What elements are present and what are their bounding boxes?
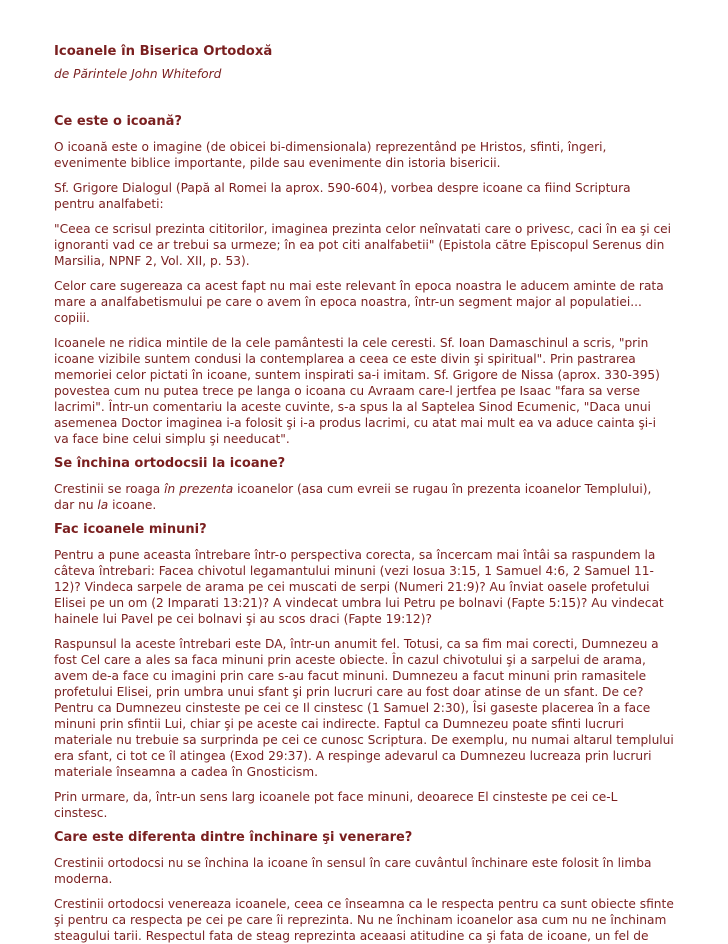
paragraph: Sf. Grigore Dialogul (Papă al Romei la aprox. 590-604), vorbea despre icoane ca fiind Scriptura pentru analfabeti: bbox=[54, 181, 631, 211]
emphasis-text: la bbox=[97, 498, 109, 512]
paragraph: Crestinii ortodocsi nu se închina la icoane în sensul în care cuvântul închinare este folosit în limba moderna. bbox=[54, 856, 652, 886]
paragraph: Celor care sugereaza ca acest fapt nu mai este relevant în epoca noastra le aducem aminte de rata mare a analfabetismului pe care o avem în epoca noastra, într-un segment major al populatiei... copiii. bbox=[54, 279, 664, 325]
emphasis-text: în prezenta bbox=[164, 482, 234, 496]
text-run: icoane. bbox=[108, 498, 157, 512]
paragraph: Icoanele ne ridica mintile de la cele pamântesti la cele ceresti. Sf. Ioan Damaschinul a scris, "prin icoane vizibile suntem condusi la contemplarea a ceea ce este divin şi spiritual". Prin pastrarea memoriei celor pictati în icoane, suntem inspirati sa-i imitam. Sf. Grigore de Nissa (aprox. 330-395) povestea cum nu putea trece pe langa o icoana cu Avraam care-l jertfea pe Isaac "fara sa verse lacrimi". Într-un comentariu la aceste cuvinte, s-a spus la al Saptelea Sinod Ecumenic, "Daca unui asemenea Doctor imaginea i-a folosit şi i-a produs lacrimi, cu atat mai mult ea va aduce cainta şi-i va face bine celui simplu şi needucat". bbox=[54, 336, 660, 446]
document-title: Icoanele în Biserica Ortodoxă bbox=[54, 44, 273, 59]
paragraph: Raspunsul la aceste întrebari este DA, într-un anumit fel. Totusi, ca sa fim mai corecti, Dumnezeu a fost Cel care a ales sa faca minuni prin aceste obiecte. În cazul chivotului şi a sarpelui de arama, avem de-a face cu imagini prin care s-au facut minuni. Dumnezeu a facut minuni prin ramasitele profetului Elisei, prin umbra unui sfant şi prin lucruri care au fost doar atinse de un sfant. De ce? Pentru ca Dumnezeu cinsteste pe cei ce Il cinstesc (1 Samuel 2:30), Îsi gaseste placerea în a face minuni prin sfintii Lui, chiar şi pe aceste cai indirecte. Faptul ca Dumnezeu poate sfinti lucruri materiale nu trebuie sa surprinda pe cei ce cunosc Scriptura. De exemplu, nu numai altarul templului era sfant, ci tot ce îl atingea (Exod 29:37). A respinge adevarul ca Dumnezeu lucreaza prin lucruri materiale înseamna a cadea în Gnosticism. bbox=[54, 637, 674, 779]
section-heading-worship-vs-veneration: Care este diferenta dintre închinare şi venerare? bbox=[54, 830, 413, 845]
paragraph: Prin urmare, da, într-un sens larg icoanele pot face minuni, deoarece El cinsteste pe cei ce-L cinstesc. bbox=[54, 790, 618, 820]
document-author: de Părintele John Whiteford bbox=[54, 67, 222, 81]
paragraph: Pentru a pune aceasta întrebare într-o perspectiva corecta, sa încercam mai întâi sa raspundem la câteva întrebari: Facea chivotul legamantului minuni (vezi Iosua 3:15, 1 Samuel 4:6, 2 Samuel 11-12)? Vindeca sarpele de arama pe cei muscati de serpi (Numeri 21:9)? Au înviat oasele profetului Elisei pe un om (2 Imparati 13:21)? A vindecat umbra lui Petru pe bolnavi (Fapte 5:15)? Au vindecat hainele lui Pavel pe cei bolnavi şi au scos draci (Fapte 19:12)? bbox=[54, 548, 664, 626]
paragraph-quote: "Ceea ce scrisul prezinta cititorilor, imaginea prezinta celor neînvatati care o privesc, caci în ea şi cei ignoranti vad ce ar trebui sa urmeze; în ea pot citi analfabetii" (Epistola către Episcopul Serenus din Marsilia, NPNF 2, Vol. XII, p. 53). bbox=[54, 222, 672, 268]
paragraph bbox=[54, 481, 674, 513]
text-run: icoanelor (asa cum evreii se rugau în prezenta icoanelor Templului), dar nu bbox=[54, 482, 652, 512]
paragraph: O icoană este o imagine (de obicei bi-dimensionala) reprezentând pe Hristos, sfinti, îngeri, evenimente biblice importante, pilde sau evenimente din istoria bisericii. bbox=[54, 140, 607, 170]
document-page bbox=[54, 0, 674, 944]
section-heading-what-is-icon: Ce este o icoană? bbox=[54, 114, 182, 129]
section-heading-miracles: Fac icoanele minuni? bbox=[54, 522, 207, 537]
text-run: Crestinii se roaga bbox=[54, 482, 165, 496]
section-heading-worship: Se închina ortodocsii la icoane? bbox=[54, 456, 286, 471]
paragraph: Crestinii ortodocsi venereaza icoanele, ceea ce înseamna ca le respecta pentru ca sunt obiecte sfinte şi pentru ca respecta pe cei pe care îi reprezinta. Nu ne închinam icoanelor asa cum nu ne închinam steagului tarii. Respectul fata de steag reprezinta aceaasi atitudine ca şi fata de icoane, un fel de bbox=[54, 897, 674, 943]
